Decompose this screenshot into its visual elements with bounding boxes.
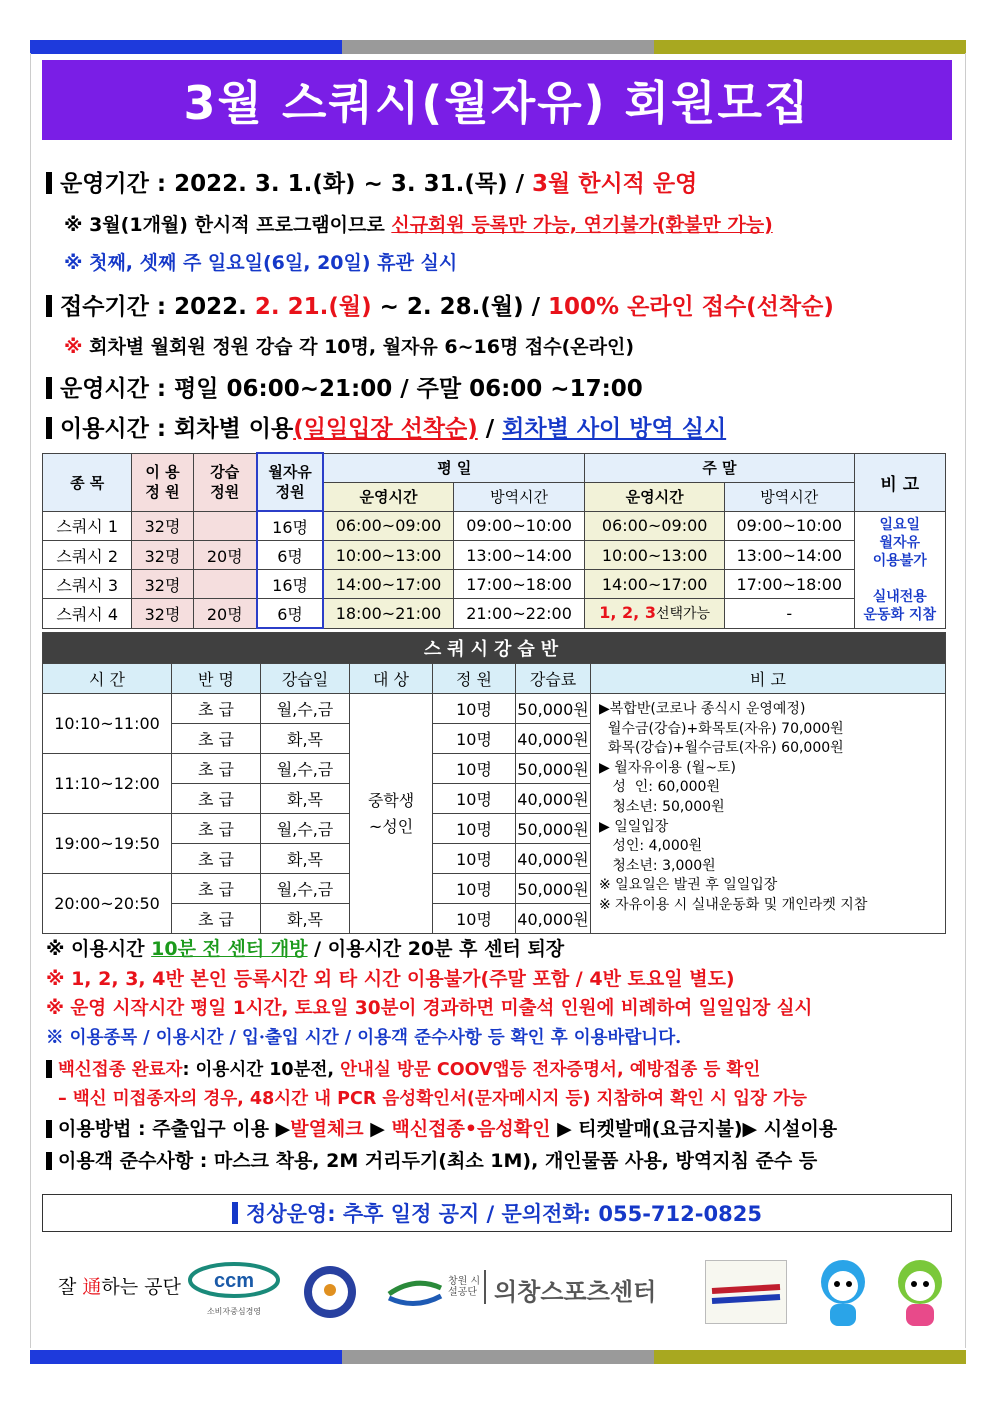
notice-closed-sundays: ※ 첫째, 셋째 주 일요일(6일, 20일) 휴관 실시 (64, 252, 458, 274)
table-row: 스쿼시 1 32명 16명 06:00~09:00 09:00~10:00 06:00~09:00 09:00~10:00 일요일 월자유 이용불가 실내전용 운동화 지참 (43, 511, 946, 541)
note-rules: 이용객 준수사항 : 마스크 착용, 2M 거리두기(최소 1M), 개인물품 사용, 방역지침 준수 등 (46, 1146, 817, 1173)
logo-divider (484, 1270, 486, 1304)
registration-period: 접수기간 : 2022. 2. 21.(월) ~ 2. 28.(월) / 100% 온라인 접수(선착순) (46, 288, 834, 321)
contact-box: 정상운영: 추후 일정 공지 / 문의전화: 055-712-0825 (42, 1194, 952, 1232)
note-confirm: ※ 이용종목 / 이용시간 / 입·출입 시간 / 이용객 준수사항 등 확인 후 이용바랍니다. (46, 1028, 682, 1048)
table-row: 스쿼시 4 32명 20명 6명 18:00~21:00 21:00~22:00 1, 2, 3선택가능 - (43, 599, 946, 629)
mascot-green (888, 1258, 952, 1332)
lesson-table-caption: 스쿼시강습반 (43, 633, 946, 664)
note-other-times: ※ 1, 2, 3, 4반 본인 등록시간 외 타 시간 이용불가(주말 포함 / 4반 토요일 별도) (46, 968, 735, 990)
notice-capacity: ※ 회차별 월회원 정원 강습 각 10명, 월자유 6~16명 접수(온라인) (64, 336, 635, 358)
operation-period: 운영기간 : 2022. 3. 1.(화) ~ 3. 31.(목) / 3월 한시적 운영 (46, 165, 697, 198)
operation-hours: 운영시간 : 평일 06:00~21:00 / 주말 06:00 ~17:00 (46, 370, 643, 403)
table-row: 스쿼시 3 32명 16명 14:00~17:00 17:00~18:00 14:00~17:00 17:00~18:00 (43, 570, 946, 599)
note-open-close: ※ 이용시간 10분 전 센터 개방 / 이용시간 20분 후 센터 퇴장 (46, 938, 565, 960)
page-title: 3월 스쿼시(월자유) 회원모집 (42, 60, 952, 140)
notice-limited: ※ 3월(1개월) 한시적 프로그램이므로 신규회원 등록만 가능, 연기불가(환불만 가능) (64, 214, 773, 236)
slogan-logo: 잘 通하는 공단 (58, 1276, 181, 1298)
uichang-sports-center-logo: 의창스포츠센터 (494, 1278, 657, 1306)
human-rights-emblem (302, 1264, 358, 1324)
note-no-show: ※ 운영 시작시간 평일 1시간, 토요일 30분이 경과하면 미출석 인원에 비례하여 일일입장 실시 (46, 998, 813, 1019)
schedule-table: 종 목 이 용 정 원 강습 정원 월자유 정원 평 일 주 말 비 고 운영시간 방역시간 운영시간 방역시간 스쿼시 1 32명 16명 06:00~09:00 09:00~10:00 06:00~09:00 09:00~10:00 일요일 월자유 이용불가 실내전용 운동화 지참 스쿼시 2 32명 20명 6명 10:00~13:00 13:00~14:00 10:00~13:00 13:00~14:00 스쿼시 3 32명 16명 14:00~17:00 17:00~18:00 14:00~17:00 17:00~18:00 스쿼시 4 32명 20명 6명 18:00~21:00 21:00~22:00 1, 2, 3선택가능 - (42, 452, 946, 629)
note-vaccinated: 백신접종 완료자: 이용시간 10분전, 안내실 방문 COOV앱등 전자증명서, 예방접종 등 확인 (46, 1056, 760, 1081)
svg-text:ccm: ccm (213, 1270, 255, 1292)
note-entry-method: 이용방법 : 주출입구 이용 ▶발열체크 ▶ 백신접종•음성확인 ▶ 티켓발매(요금지불)▶ 시설이용 (46, 1114, 837, 1141)
top-color-bar (30, 40, 966, 54)
note-pcr: – 백신 미접종자의 경우, 48시간 내 PCR 음성확인서(문자메시지 등) 지참하여 확인 시 입장 가능 (58, 1089, 807, 1109)
lesson-notes: ▶복합반(코로나 종식시 운영예정) 월수금(강습)+화목토(자유) 70,000원 화목(강습)+월수금토(자유) 60,000원 ▶ 월자유이용 (월~토) 성 인: 60,000원 청소년: 50,000원 ▶ 일일입장 성인: 4,000원 청소년: 3,000원 ※ 일요일은 발권 후 일일입장 ※ 자유이용 시 실내운동화 및 개인라켓 지참 (591, 694, 946, 934)
bottom-color-bar (30, 1350, 966, 1364)
mascot-blue (812, 1258, 874, 1332)
lesson-table: 스쿼시강습반 시 간 반 명 강습일 대 상 정 원 강습료 비 고 10:10~11:00 초 급 월,수,금 중학생 ~성인 10명 50,000원 ▶복합반(코로나 종식시 운영예정) 월수금(강습)+화목토(자유) 70,000원 화목(강습)+월수금토(자유) 60,000원 ▶ 월자유이용 (월~토) 성 인: 60,000원 청소년: 50,000원 ▶ 일일입장 성인: 4,000원 청소년: 3,000원 ※ 일요일은 발권 후 일일입장 ※ 자유이용 시 실내운동화 및 개인라켓 지참 초 급 화,목 10명 40,000원 11:10~12:00 초 급 월,수,금 10명 50,000원 초 급 화,목 10명 40,000원 19:00~19:50 초 급 월,수,금 10명 50,000원 초 급 화,목 10명 40,000원 20:00~20:50 초 급 월,수,금 10명 50,000원 초 급 화,목 10명 40,000원 (42, 632, 946, 934)
ccm-logo: ccm 소비자중심경영 (188, 1262, 280, 1302)
usage-hours: 이용시간 : 회차별 이용(일일입장 선착순) / 회차별 사이 방역 실시 (46, 410, 726, 443)
certification-badge (705, 1260, 787, 1324)
table-row: 스쿼시 2 32명 20명 6명 10:00~13:00 13:00~14:00 10:00~13:00 13:00~14:00 (43, 541, 946, 570)
logo-strip: 잘 通하는 공단 ccm 소비자중심경영 창원 시설공단 의창스포츠센터 (30, 1240, 964, 1340)
